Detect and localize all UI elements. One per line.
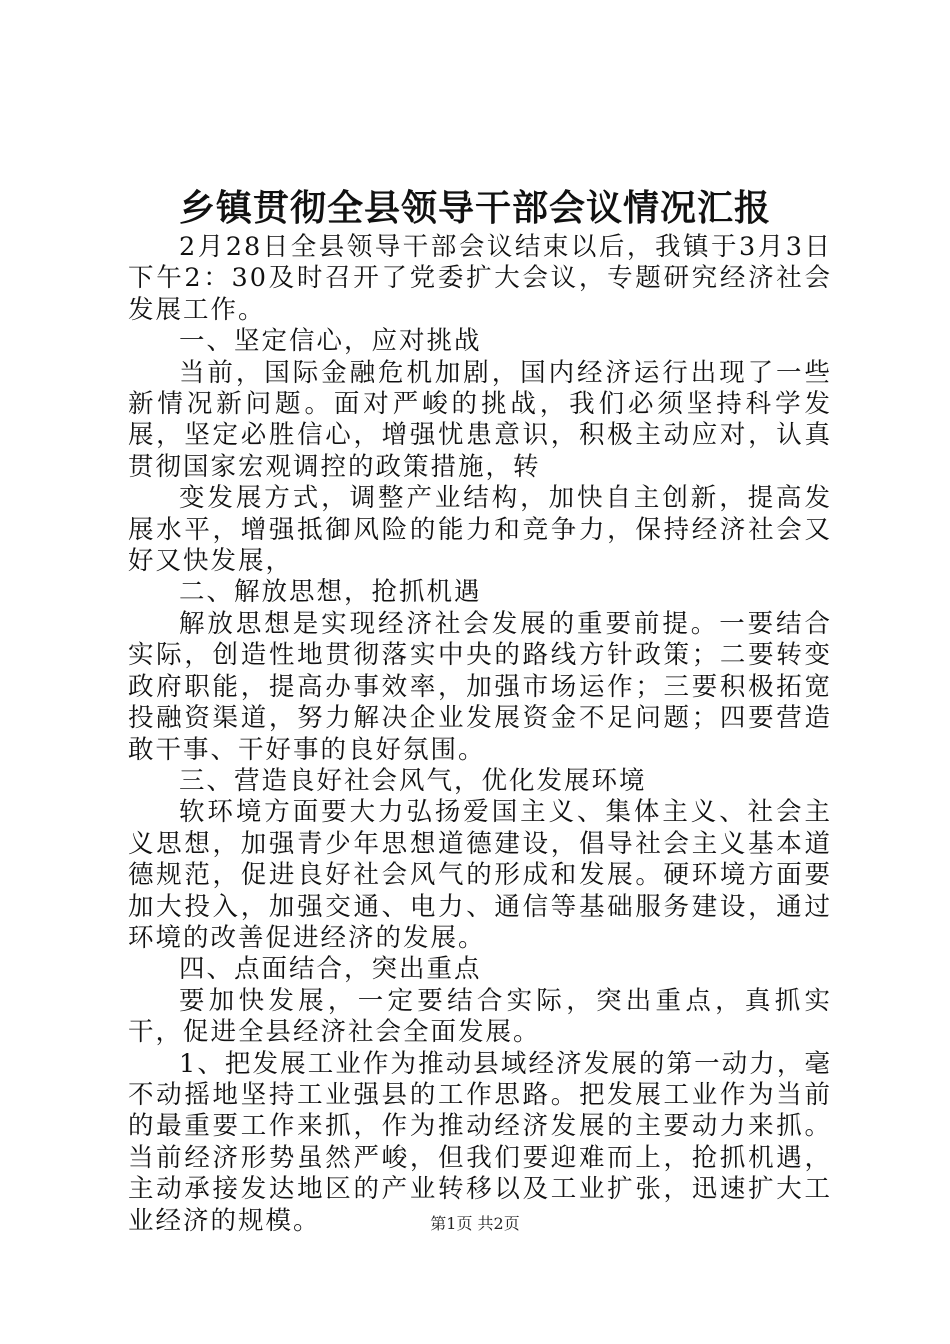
section-4-item-1: 1、把发展工业作为推动县域经济发展的第一动力，毫不动摇地坚持工业强县的工作思路。把发展工业作为当前的最重要工作来抓，作为推动经济发展的主要动力来抓。当前经济形势虽然严峻，但我们要迎难而上，抢抓机遇，主动承接发达地区的产业转移以及工业扩张，迅速扩大工业经济的规模。 [128,1048,832,1236]
page-number-footer: 第1页 共2页 [430,1214,520,1233]
document-body [128,232,832,1237]
section-heading-3: 三、营造良好社会风气，优化发展环境 [179,765,647,796]
section-1-paragraph-1: 当前，国际金融危机加剧，国内经济运行出现了一些新情况新问题。面对严峻的挑战，我们必须坚持科学发展，坚定必胜信心，增强忧患意识，积极主动应对，认真贯彻国家宏观调控的政策措施，转 [128,357,832,482]
section-heading-2: 二、解放思想，抢抓机遇 [179,577,482,608]
section-2-paragraph: 解放思想是实现经济社会发展的重要前提。一要结合实际，创造性地贯彻落实中央的路线方针政策；二要转变政府职能，提高办事效率，加强市场运作；三要积极拓宽投融资渠道，努力解决企业发展资金不足问题；四要营造敢干事、干好事的良好氛围。 [128,608,832,765]
section-1-paragraph-2: 变发展方式，调整产业结构，加快自主创新，提高发展水平，增强抵御风险的能力和竞争力，保持经济社会又好又快发展， [128,483,832,577]
section-heading-1: 一、坚定信心，应对挑战 [179,326,482,357]
section-heading-4: 四、点面结合，突出重点 [179,954,482,985]
section-4-paragraph: 要加快发展，一定要结合实际，突出重点，真抓实干，促进全县经济社会全面发展。 [128,985,832,1048]
section-3-paragraph: 软环境方面要大力弘扬爱国主义、集体主义、社会主义思想，加强青少年思想道德建设，倡导社会主义基本道德规范，促进良好社会风气的形成和发展。硬环境方面要加大投入，加强交通、电力、通信等基础服务建设，通过环境的改善促进经济的发展。 [128,797,832,953]
document-title: 乡镇贯彻全县领导干部会议情况汇报 [178,187,771,229]
intro-paragraph: 2月28日全县领导干部会议结束以后，我镇于3月3日下午2：30及时召开了党委扩大会议，专题研究经济社会发展工作。 [128,232,832,325]
